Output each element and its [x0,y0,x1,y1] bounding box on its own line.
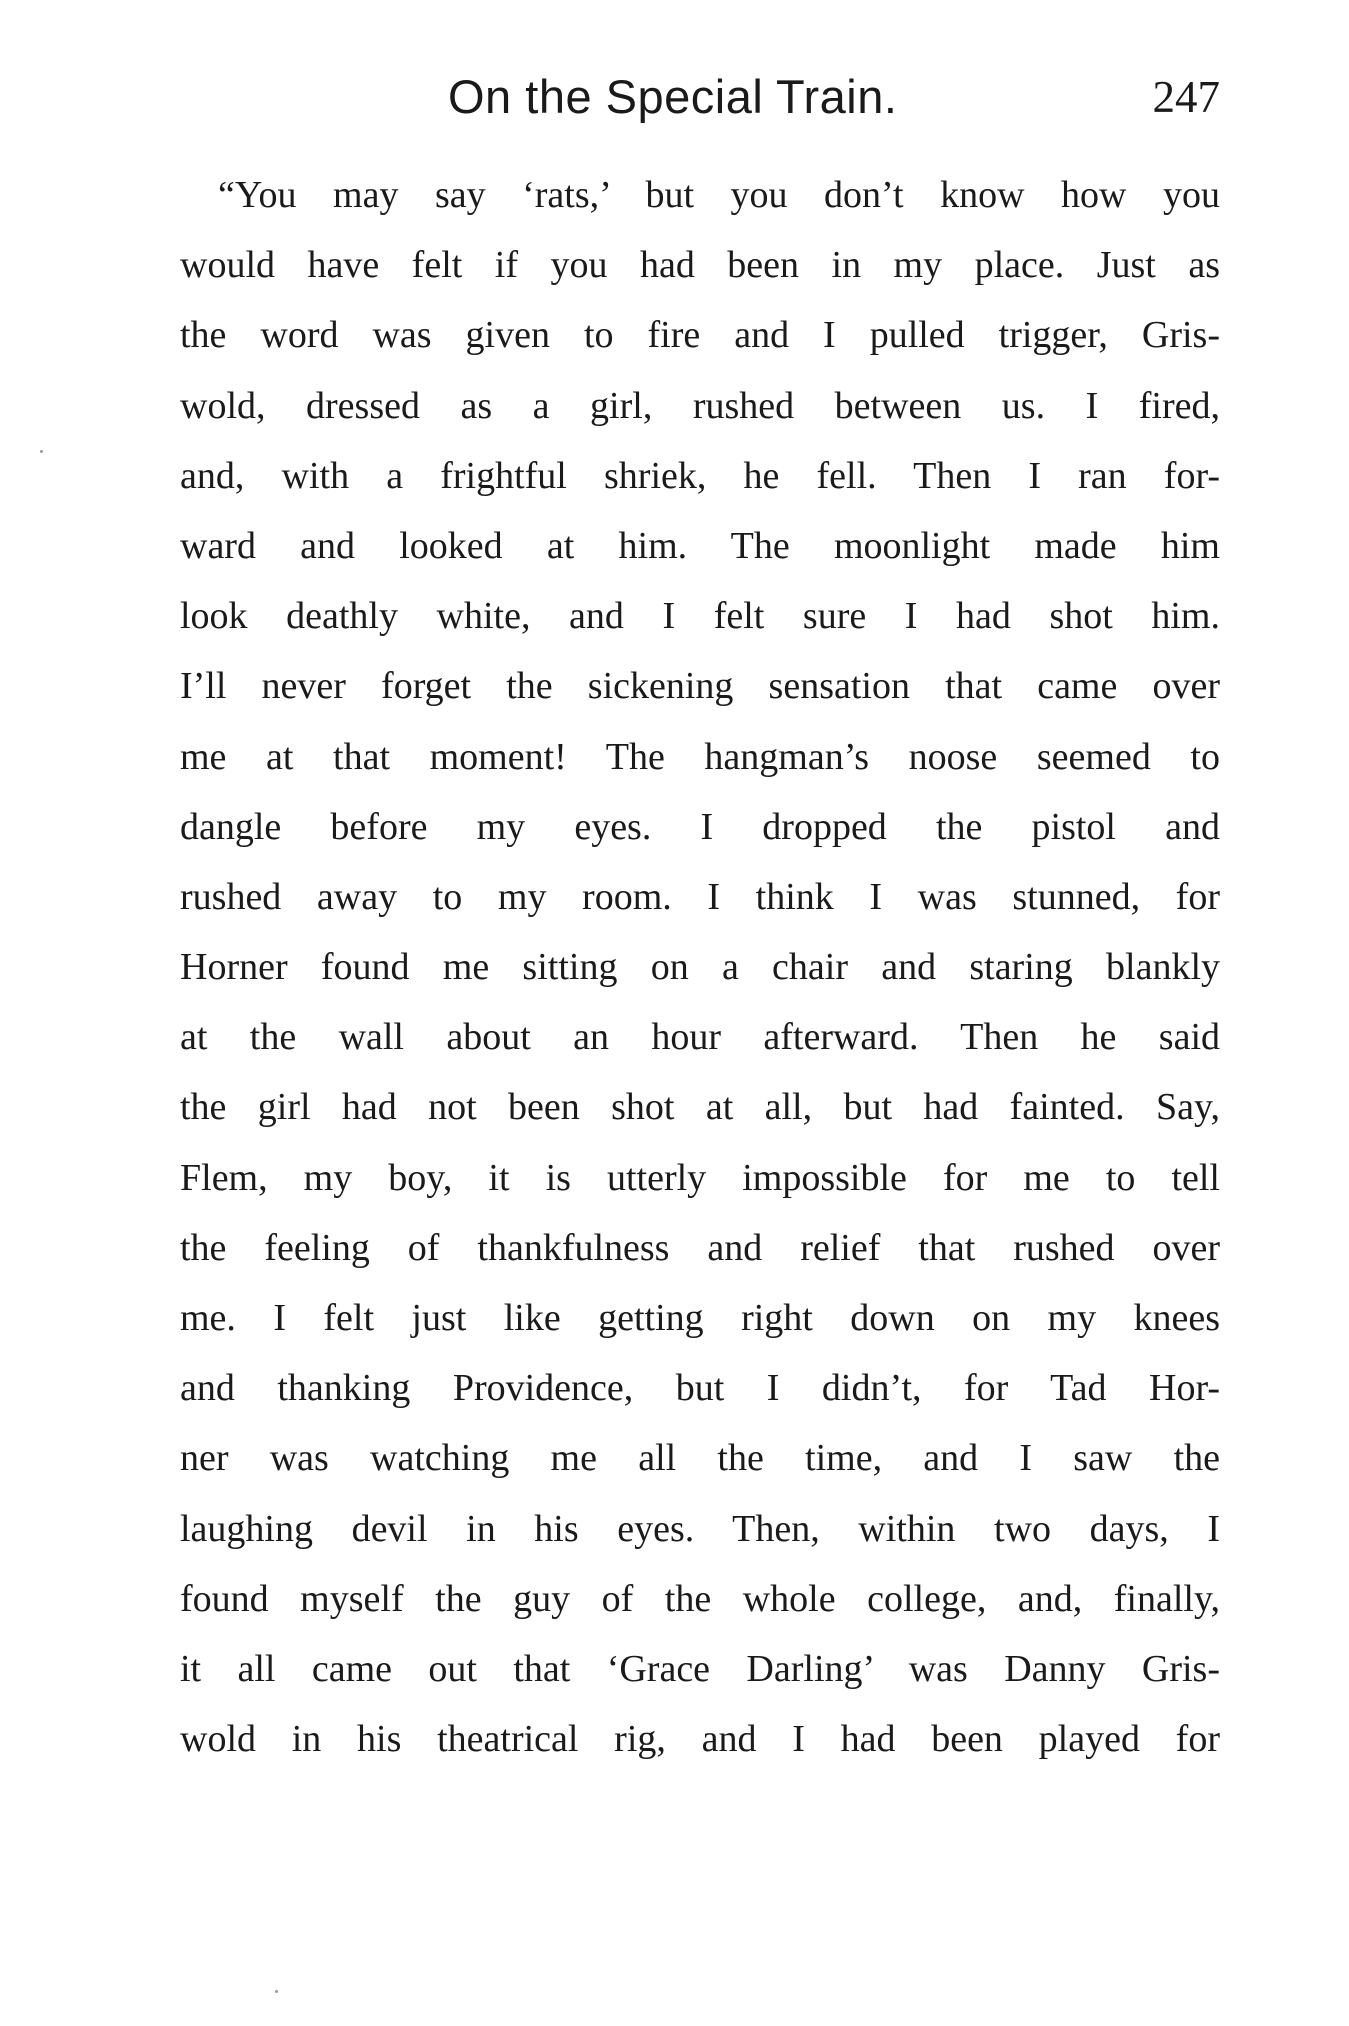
running-head [180,62,1240,132]
running-title: On the Special Train. [448,70,898,123]
page-number: 247 [1152,72,1220,122]
text-line: the word was given to fire and I pulled trigger, Gris- [180,314,1220,357]
text-line: Horner found me sitting on a chair and staring blankly [180,946,1220,989]
text-line: rushed away to my room. I think I was stunned, for [180,875,1220,918]
text-line: wold, dressed as a girl, rushed between us. I fired, [180,384,1220,427]
text-line: it all came out that ‘Grace Darling’ was Danny Gris- [180,1647,1220,1690]
text-line: and, with a frightful shriek, he fell. Then I ran for- [180,454,1220,497]
scan-speck [275,1990,278,1993]
text-line: laughing devil in his eyes. Then, within two days, I [180,1507,1220,1550]
text-line: the girl had not been shot at all, but had fainted. Say, [180,1086,1220,1129]
text-line: ner was watching me all the time, and I saw the [180,1437,1220,1480]
text-line: the feeling of thankfulness and relief that rushed over [180,1226,1220,1269]
scan-speck [40,450,43,453]
text-line: wold in his theatrical rig, and I had been played for [180,1718,1220,1761]
text-line: would have felt if you had been in my place. Just as [180,244,1220,287]
text-line: Flem, my boy, it is utterly impossible for me to tell [180,1156,1220,1199]
text-line: I’ll never forget the sickening sensation that came over [180,665,1220,708]
text-line: found myself the guy of the whole college, and, finally, [180,1577,1220,1620]
text-line: look deathly white, and I felt sure I had shot him. [180,595,1220,638]
text-line: “You may say ‘rats,’ but you don’t know how you [218,174,1220,216]
text-line: at the wall about an hour afterward. Then he said [180,1016,1220,1059]
text-line: ward and looked at him. The moonlight made him [180,524,1220,567]
text-line: me. I felt just like getting right down on my knees [180,1297,1220,1339]
text-line: dangle before my eyes. I dropped the pistol and [180,805,1220,848]
body-paragraph [180,160,1220,1774]
text-line: and thanking Providence, but I didn’t, for Tad Hor- [180,1367,1220,1410]
text-line: me at that moment! The hangman’s noose seemed to [180,735,1220,778]
